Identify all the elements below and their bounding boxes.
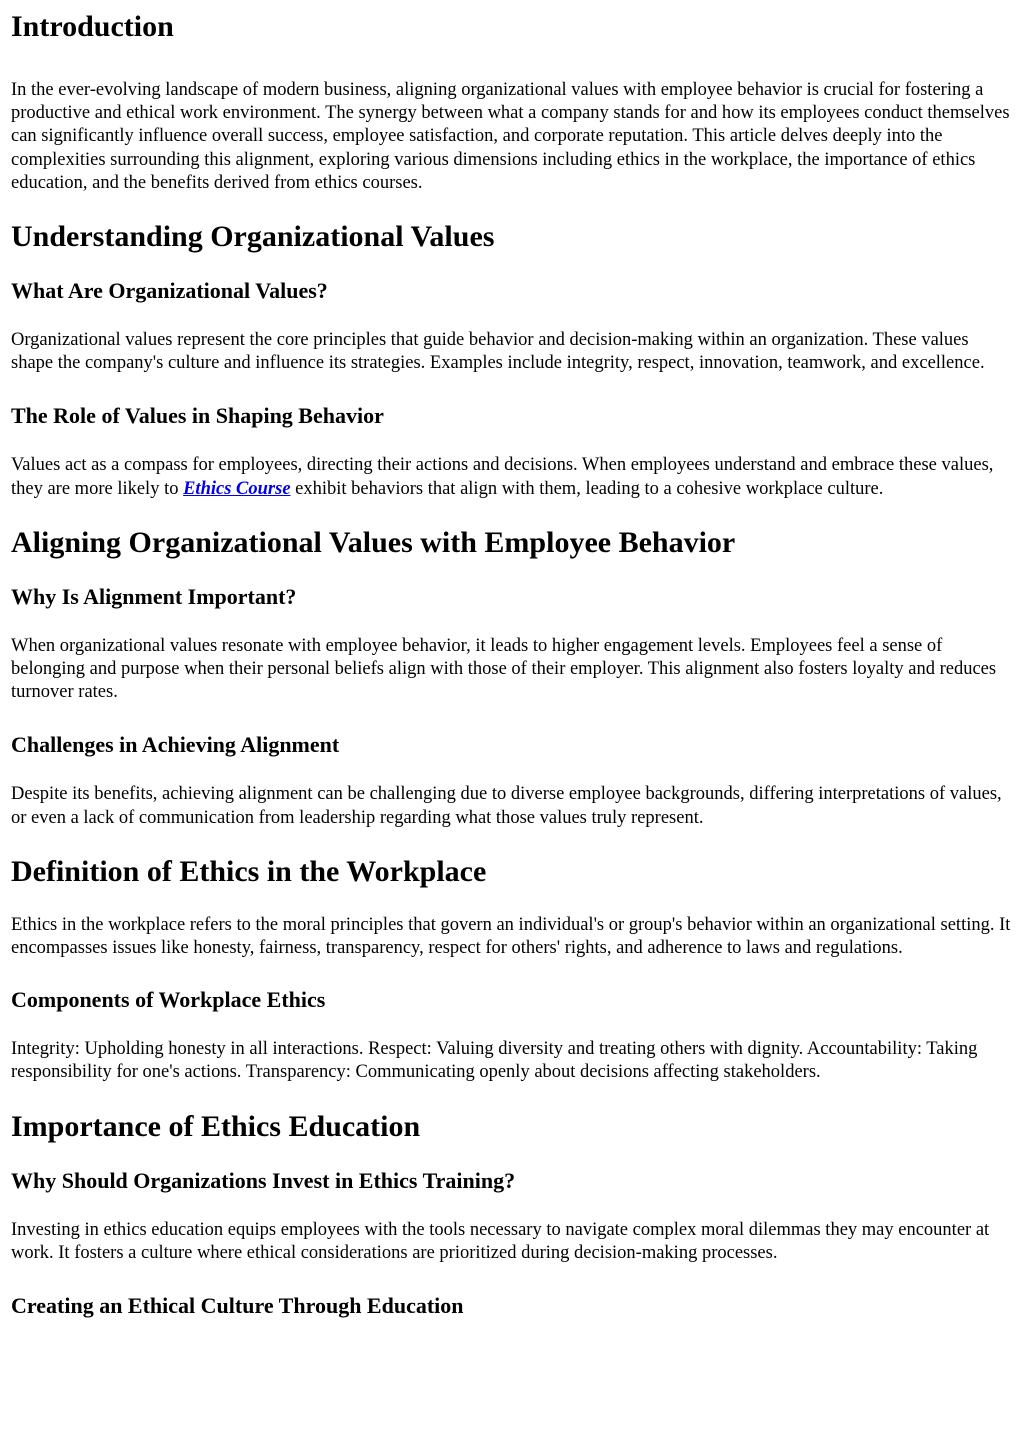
heading-understanding-values: Understanding Organizational Values	[11, 220, 495, 254]
heading-challenges: Challenges in Achieving Alignment	[11, 732, 340, 758]
paragraph-components: Integrity: Upholding honesty in all interactions. Respect: Valuing diversity and treating others with dignity. Accountability: Taking responsibility for one's actions. Transparency: Communicating openly about decisions affecting stakeholders.	[11, 1039, 978, 1083]
heading-introduction: Introduction	[11, 10, 174, 43]
role-text-after: exhibit behaviors that align with them, leading to a cohesive workplace culture.	[290, 478, 884, 499]
paragraph-what-are-values: Organizational values represent the core principles that guide behavior and decision-making within an organization. These values shape the company's culture and influence its strategies. Examples include integrity, respect, innovation, teamwork, and excellence.	[11, 330, 985, 374]
paragraph-introduction: In the ever-evolving landscape of modern business, aligning organizational values with employee behavior is crucial for fostering a productive and ethical work environment. The synergy between what a company stands for and how its employees conduct themselves can significantly influence overall success, employee satisfaction, and corporate reputation. This article delves deeply into the complexities surrounding this alignment, exploring various dimensions including ethics in the workplace, the importance of ethics education, and the benefits derived from ethics courses.	[11, 80, 1010, 193]
paragraph-invest-training: Investing in ethics education equips employees with the tools necessary to navigate complex moral dilemmas they may encounter at work. It fosters a culture where ethical considerations are prioritized during decision-making processes.	[11, 1219, 990, 1263]
paragraph-ethics-definition: Ethics in the workplace refers to the moral principles that govern an individual's or group's behavior within an organizational setting. It encompasses issues like honesty, fairness, transparency, respect for others' rights, and adherence to laws and regulations.	[11, 914, 1011, 959]
heading-aligning-values: Aligning Organizational Values with Employee Behavior	[11, 525, 736, 559]
heading-ethics-education: Importance of Ethics Education	[11, 1109, 421, 1143]
heading-components: Components of Workplace Ethics	[11, 987, 326, 1013]
heading-why-alignment: Why Is Alignment Important?	[11, 583, 297, 609]
ethics-course-link[interactable]: Ethics Course	[183, 478, 291, 499]
role-text-before: Values act as a compass for employees, directing their actions and decisions. When employees understand and embrace these values, they are more likely to	[11, 455, 994, 499]
heading-ethics-definition: Definition of Ethics in the Workplace	[11, 854, 487, 888]
heading-what-are-values: What Are Organizational Values?	[11, 278, 328, 304]
heading-invest-training: Why Should Organizations Invest in Ethics Training?	[11, 1167, 516, 1193]
paragraph-role-of-values	[11, 454, 1014, 500]
paragraph-why-alignment: When organizational values resonate with employee behavior, it leads to higher engagement levels. Employees feel a sense of belonging and purpose when their personal beliefs align with those of their employer. This alignment also fosters loyalty and reduces turnover rates.	[11, 635, 997, 703]
heading-ethical-culture: Creating an Ethical Culture Through Education	[11, 1293, 464, 1319]
paragraph-challenges: Despite its benefits, achieving alignment can be challenging due to diverse employee backgrounds, differing interpretations of values, or even a lack of communication from leadership regarding what those values truly represent.	[11, 784, 1002, 828]
article	[0, 9, 1024, 1320]
heading-role-of-values: The Role of Values in Shaping Behavior	[11, 403, 384, 429]
